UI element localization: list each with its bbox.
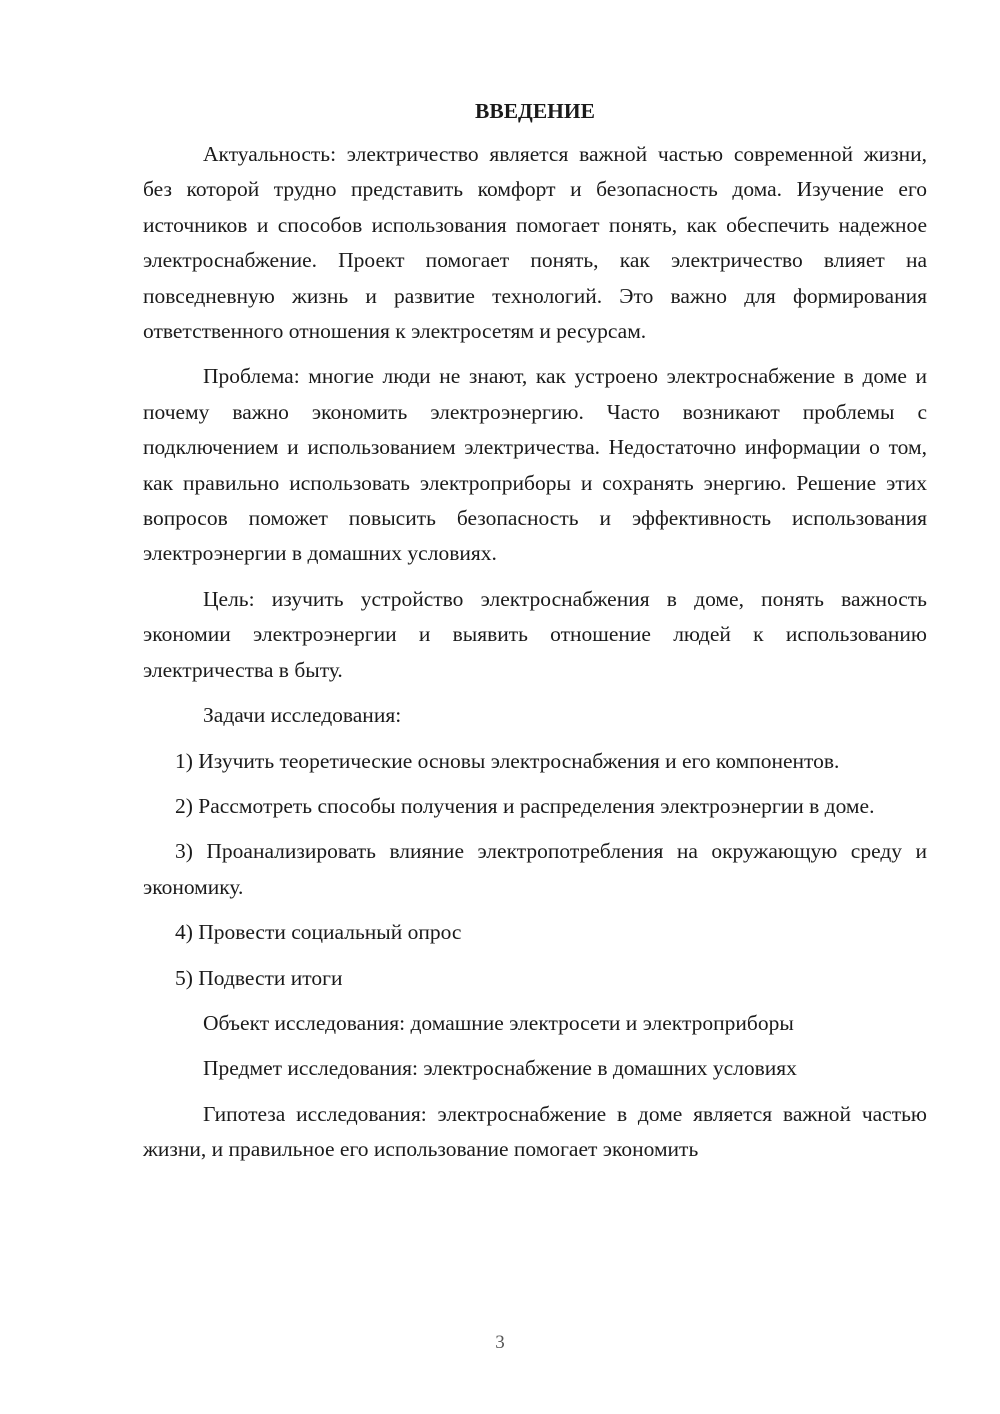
task-item: 1) Изучить теоретические основы электроснабжения и его компонентов. [175,748,840,773]
task-item: 5) Подвести итоги [175,965,343,990]
task-item: 2) Рассмотреть способы получения и распределения электроэнергии в доме. [175,793,875,818]
goal-paragraph: Цель: изучить устройство электроснабжения в доме, понять важность экономии электроэнергии и выявить отношение людей к использованию электричества в быту. [143,586,927,682]
page-content [143,96,927,1178]
object-paragraph: Объект исследования: домашние электросети и электроприборы [203,1010,794,1035]
relevance-paragraph: Актуальность: электричество является важной частью современной жизни, без которой трудно представить комфорт и безопасность дома. Изучение его источников и способов использования помогает понять, как обеспечить надежное электроснабжение. Проект помогает понять, как электричество влияет на повседневную жизнь и развитие технологий. Это важно для формирования ответственного отношения к электросетям и ресурсам. [143,142,927,344]
hypothesis-paragraph: Гипотеза исследования: электроснабжение в доме является важной частью жизни, и правильное его использование помогает экономить [143,1101,927,1162]
page-number: 3 [495,1332,505,1353]
task-item: 3) Проанализировать влияние электропотребления на окружающую среду и экономику. [143,839,927,899]
subject-paragraph: Предмет исследования: электроснабжение в домашних условиях [203,1056,797,1081]
problem-paragraph: Проблема: многие люди не знают, как устроено электроснабжение в доме и почему важно экономить электроэнергию. Часто возникают проблемы с подключением и использованием электричества. Недостаточно информации о том, как правильно использовать электроприборы и сохранять энергию. Решение этих вопросов поможет повысить безопасность и эффективность использования электроэнергии в домашних условиях. [143,364,927,566]
tasks-heading: Задачи исследования: [203,703,402,728]
task-item: 4) Провести социальный опрос [175,920,462,945]
page-title: ВВЕДЕНИЕ [475,99,595,123]
